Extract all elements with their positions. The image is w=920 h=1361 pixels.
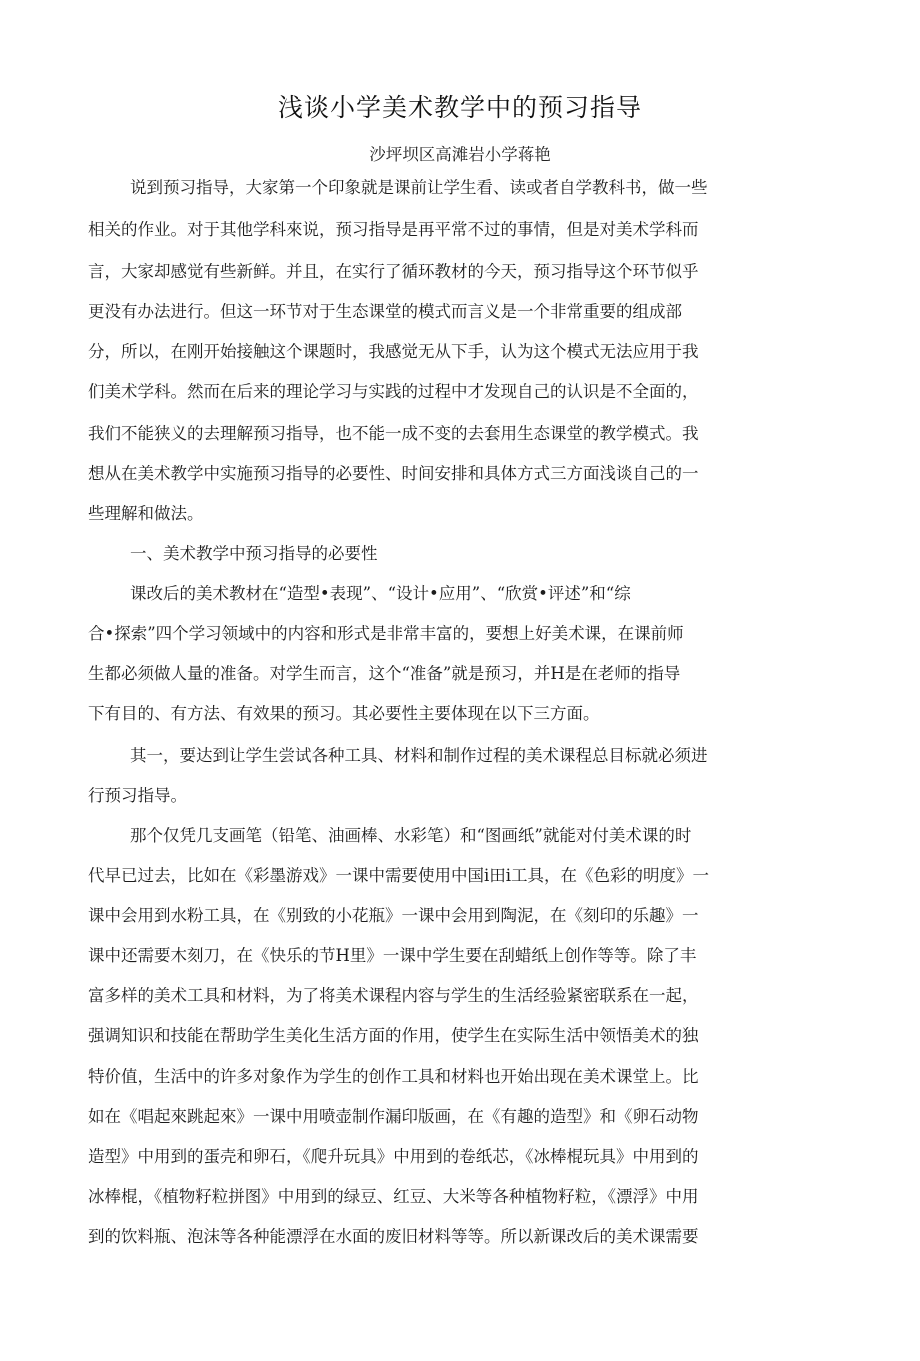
paragraph-line: 下有目的、有方法、有效果的预习。其必要性主要体现在以下三方面。 bbox=[88, 704, 600, 723]
paragraph-line: 分，所以，在刚开始接触这个课题时，我感觉无从下手，认为这个模式无法应用于我 bbox=[88, 342, 699, 361]
paragraph-line: 合•探索”四个学习领域中的内容和形式是非常丰富的，要想上好美术课，在课前师 bbox=[88, 624, 684, 643]
paragraph-line: 代早已过去，比如在《彩墨游戏》一课中需要使用中国i田i工具，在《色彩的明度》一 bbox=[88, 866, 710, 885]
paragraph-line: 其一，要达到让学生尝试各种工具、材料和制作过程的美术课程总目标就必须进 bbox=[130, 746, 708, 765]
paragraph-line: 更没有办法进行。但这一环节对于生态课堂的模式而言义是一个非常重要的组成部 bbox=[88, 302, 682, 321]
document-title: 浅谈小学美术教学中的预习指导 bbox=[277, 93, 642, 122]
paragraph-line: 说到预习指导，大家第一个印象就是课前让学生看、读或者自学教科书，做一些 bbox=[130, 178, 708, 197]
paragraph-line: 相关的作业。对于其他学科來说，预习指导是再平常不过的事情，但是对美术学科而 bbox=[88, 220, 699, 239]
paragraph-line: 课中会用到水粉工具，在《别致的小花瓶》一课中会用到陶泥，在《刻印的乐趣》一 bbox=[88, 906, 699, 925]
paragraph-line: 们美术学科。然而在后来的理论学习与实践的过程中才发现自己的认识是不全面的， bbox=[88, 382, 699, 401]
paragraph-line: 冰棒棍，《植物籽粒拼图》中用到的绿豆、红豆、大米等各种植物籽粒，《漂浮》中用 bbox=[88, 1187, 699, 1206]
paragraph-line: 造型》中用到的蛋壳和卵石，《爬升玩具》中用到的卷纸芯，《冰棒棍玩具》中用到的 bbox=[88, 1147, 699, 1166]
section-heading: 一、美术教学中预习指导的必要性 bbox=[130, 544, 378, 563]
paragraph-line: 生都必须做人量的准备。对学生而言，这个“准备”就是预习，并H是在老师的指导 bbox=[88, 664, 681, 683]
paragraph-line: 些理解和做法。 bbox=[88, 504, 204, 523]
paragraph-line: 到的饮料瓶、泡沫等各种能漂浮在水面的废旧材料等等。所以新课改后的美术课需要 bbox=[88, 1227, 699, 1246]
paragraph-line: 如在《唱起來跳起來》一课中用喷壶制作漏印版画，在《有趣的造型》和《卵石动物 bbox=[88, 1107, 699, 1126]
paragraph-line: 想从在美术教学中实施预习指导的必要性、时间安排和具体方式三方面浅谈自己的一 bbox=[88, 464, 699, 483]
paragraph-line: 言，大家却感觉有些新鲜。并且，在实行了循环教材的今天，预习指导这个环节似乎 bbox=[88, 262, 699, 281]
paragraph-line: 富多样的美术工具和材料，为了将美术课程内容与学生的生活经验紧密联系在一起， bbox=[88, 986, 699, 1005]
paragraph-line: 我们不能狭义的去理解预习指导，也不能一成不变的去套用生态课堂的教学模式。我 bbox=[88, 424, 699, 443]
paragraph-line: 课中还需要木刻刀，在《快乐的节H里》一课中学生要在刮蜡纸上创作等等。除了丰 bbox=[88, 946, 697, 965]
document-author: 沙坪坝区高滩岩小学蒋艳 bbox=[369, 145, 551, 164]
paragraph-line: 那个仅凭几支画笔（铅笔、油画棒、水彩笔）和“图画纸”就能对付美术课的时 bbox=[130, 826, 692, 845]
paragraph-line: 课改后的美术教材在“造型•表现”、“设计•应用”、“欣赏•评述”和“综 bbox=[130, 584, 631, 603]
paragraph-line: 强调知识和技能在帮助学生美化生活方面的作用，使学生在实际生活中领悟美术的独 bbox=[88, 1026, 699, 1045]
paragraph-line: 行预习指导。 bbox=[88, 786, 187, 805]
paragraph-line: 特价值，生活中的许多对象作为学生的创作工具和材料也开始出现在美术课堂上。比 bbox=[88, 1067, 699, 1086]
